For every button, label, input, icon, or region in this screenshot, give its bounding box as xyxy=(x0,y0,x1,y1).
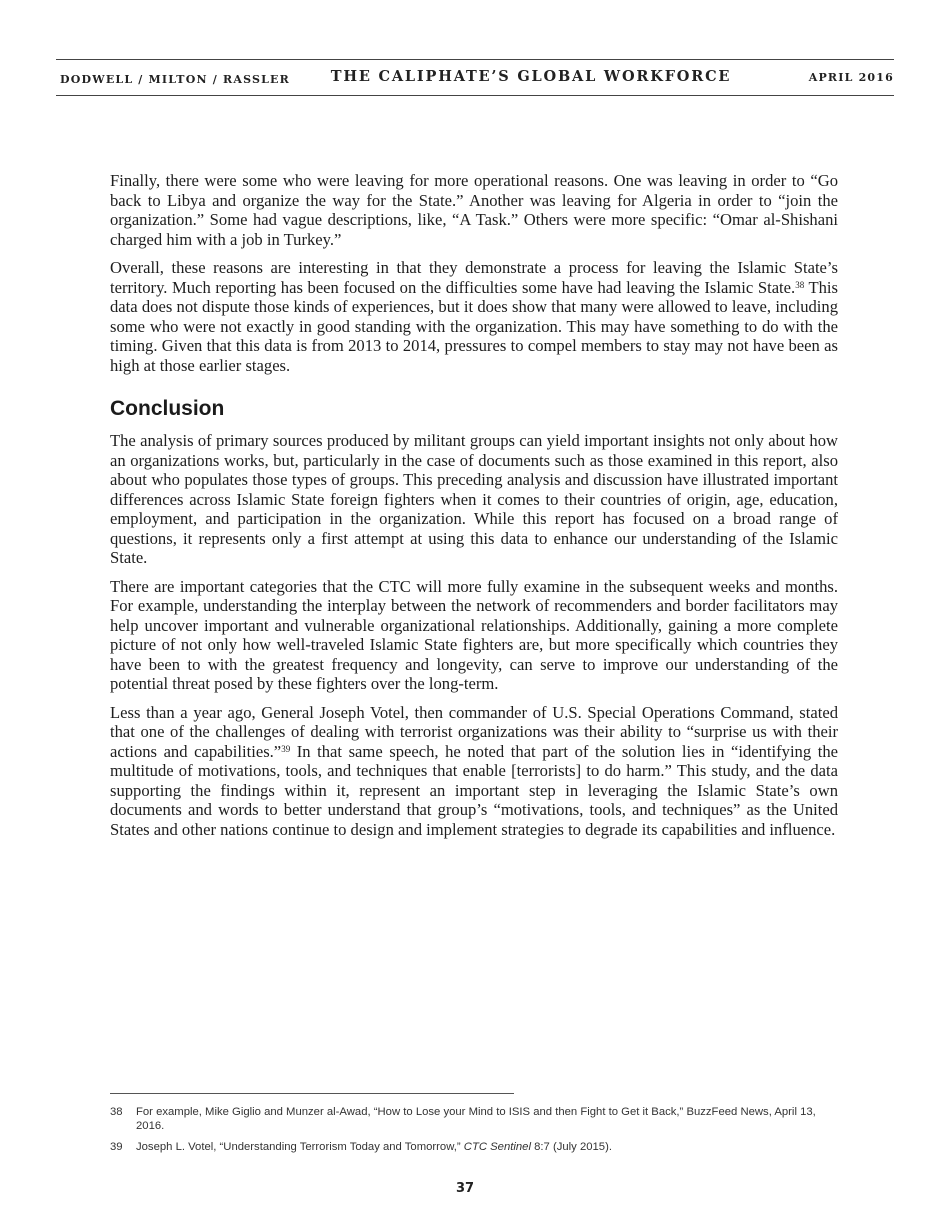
footnote-journal-title: CTC Sentinel xyxy=(463,1141,531,1153)
footnote-separator xyxy=(110,1093,514,1094)
running-header-date: APRIL 2016 xyxy=(808,71,894,84)
footnote-number: 38 xyxy=(110,1106,123,1118)
paragraph-text: In that same speech, he noted that part of the solution lies in “identifying the multitude of motivations, tools, and techniques that enable [terrorists] to do harm.” This study, and the data supporting the findings within it, represent an important step in leveraging the Islamic State’s own documents and words to better understand that group’s “motivations, tools, and techniques” as the United States and other nations continue to design and implement strategies to degrade its capabilities and influence. xyxy=(110,741,838,839)
paragraph-conclusion-votel xyxy=(110,703,838,840)
footnote-text-part: Joseph L. Votel, “Understanding Terrorism Today and Tomorrow,” xyxy=(136,1141,464,1153)
footnote-text-part: 8:7 (July 2015). xyxy=(530,1141,612,1153)
section-heading-conclusion: Conclusion xyxy=(110,397,225,420)
header-bottom-rule xyxy=(56,95,894,96)
footnote-reference-39[interactable]: 39 xyxy=(281,743,291,754)
running-header-authors: DODWELL / MILTON / RASSLER xyxy=(60,73,290,86)
paragraph-text: Overall, these reasons are interesting in that they demonstrate a process for leaving the Islamic State’s territory. Much reporting has been focused on the difficulties some have had leaving the Islamic State. xyxy=(110,258,838,297)
footnote-reference-38[interactable]: 38 xyxy=(795,279,805,290)
footnote-38 xyxy=(110,1105,840,1133)
paragraph-operational-reasons: Finally, there were some who were leaving for more operational reasons. One was leaving in order to “Go back to Libya and organize the way for the State.” Another was leaving for Algeria in order to “join the organization.” Some had vague descriptions, like, “A Task.” Others were more specific: “Omar al-Shishani charged him with a job in Turkey.” xyxy=(110,171,838,249)
footnote-text xyxy=(136,1140,840,1154)
running-header-title: THE CALIPHATE’S GLOBAL WORKFORCE xyxy=(330,68,732,85)
paragraph-text: This data does not dispute those kinds of experiences, but it does show that many were allowed to leave, including some who were not exactly in good standing with the organization. This may have something to do with the timing. Given that this data is from 2013 to 2014, pressures to compel members to stay may not have been as high at those earlier stages. xyxy=(110,277,838,375)
main-body xyxy=(110,171,838,848)
footnote-number: 39 xyxy=(110,1141,123,1153)
paragraph-conclusion-analysis: The analysis of primary sources produced by militant groups can yield important insights not only about how an organizations works, but, particularly in the case of documents such as those examined in this report, also about who populates those types of groups. This preceding analysis and discussion have illustrated important differences across Islamic State foreign fighters when it comes to their countries of origin, age, education, employment, and participation in the organization. While this report has focused on a broad range of questions, it represents only a first attempt at using this data to enhance our understanding of the Islamic State. xyxy=(110,431,838,567)
paragraph-conclusion-categories: There are important categories that the CTC will more fully examine in the subsequent weeks and months. For example, understanding the interplay between the network of recommenders and border facilitators may help uncover important and vulnerable organizational relationships. Additionally, gaining a more complete picture of not only how well-traveled Islamic State fighters are, but more specifically which countries they have been to with the greatest frequency and longevity, can serve to improve our understanding of the potential threat posed by these fighters over the long-term. xyxy=(110,576,838,693)
footnotes xyxy=(110,1105,840,1161)
paragraph-leaving-process xyxy=(110,258,838,375)
page-number: 37 xyxy=(455,1181,475,1196)
paragraph-text: Less than a year ago, General Joseph Votel, then commander of U.S. Special Operations Command, stated that one of the challenges of dealing with terrorist organizations was their ability to “surprise us with their actions and capabilities.” xyxy=(110,702,838,761)
header-top-rule xyxy=(56,59,894,60)
footnote-39 xyxy=(110,1140,840,1154)
footnote-text: For example, Mike Giglio and Munzer al-Awad, “How to Lose your Mind to ISIS and then Fight to Get it Back,” BuzzFeed News, April 13, 2016. xyxy=(136,1106,816,1132)
